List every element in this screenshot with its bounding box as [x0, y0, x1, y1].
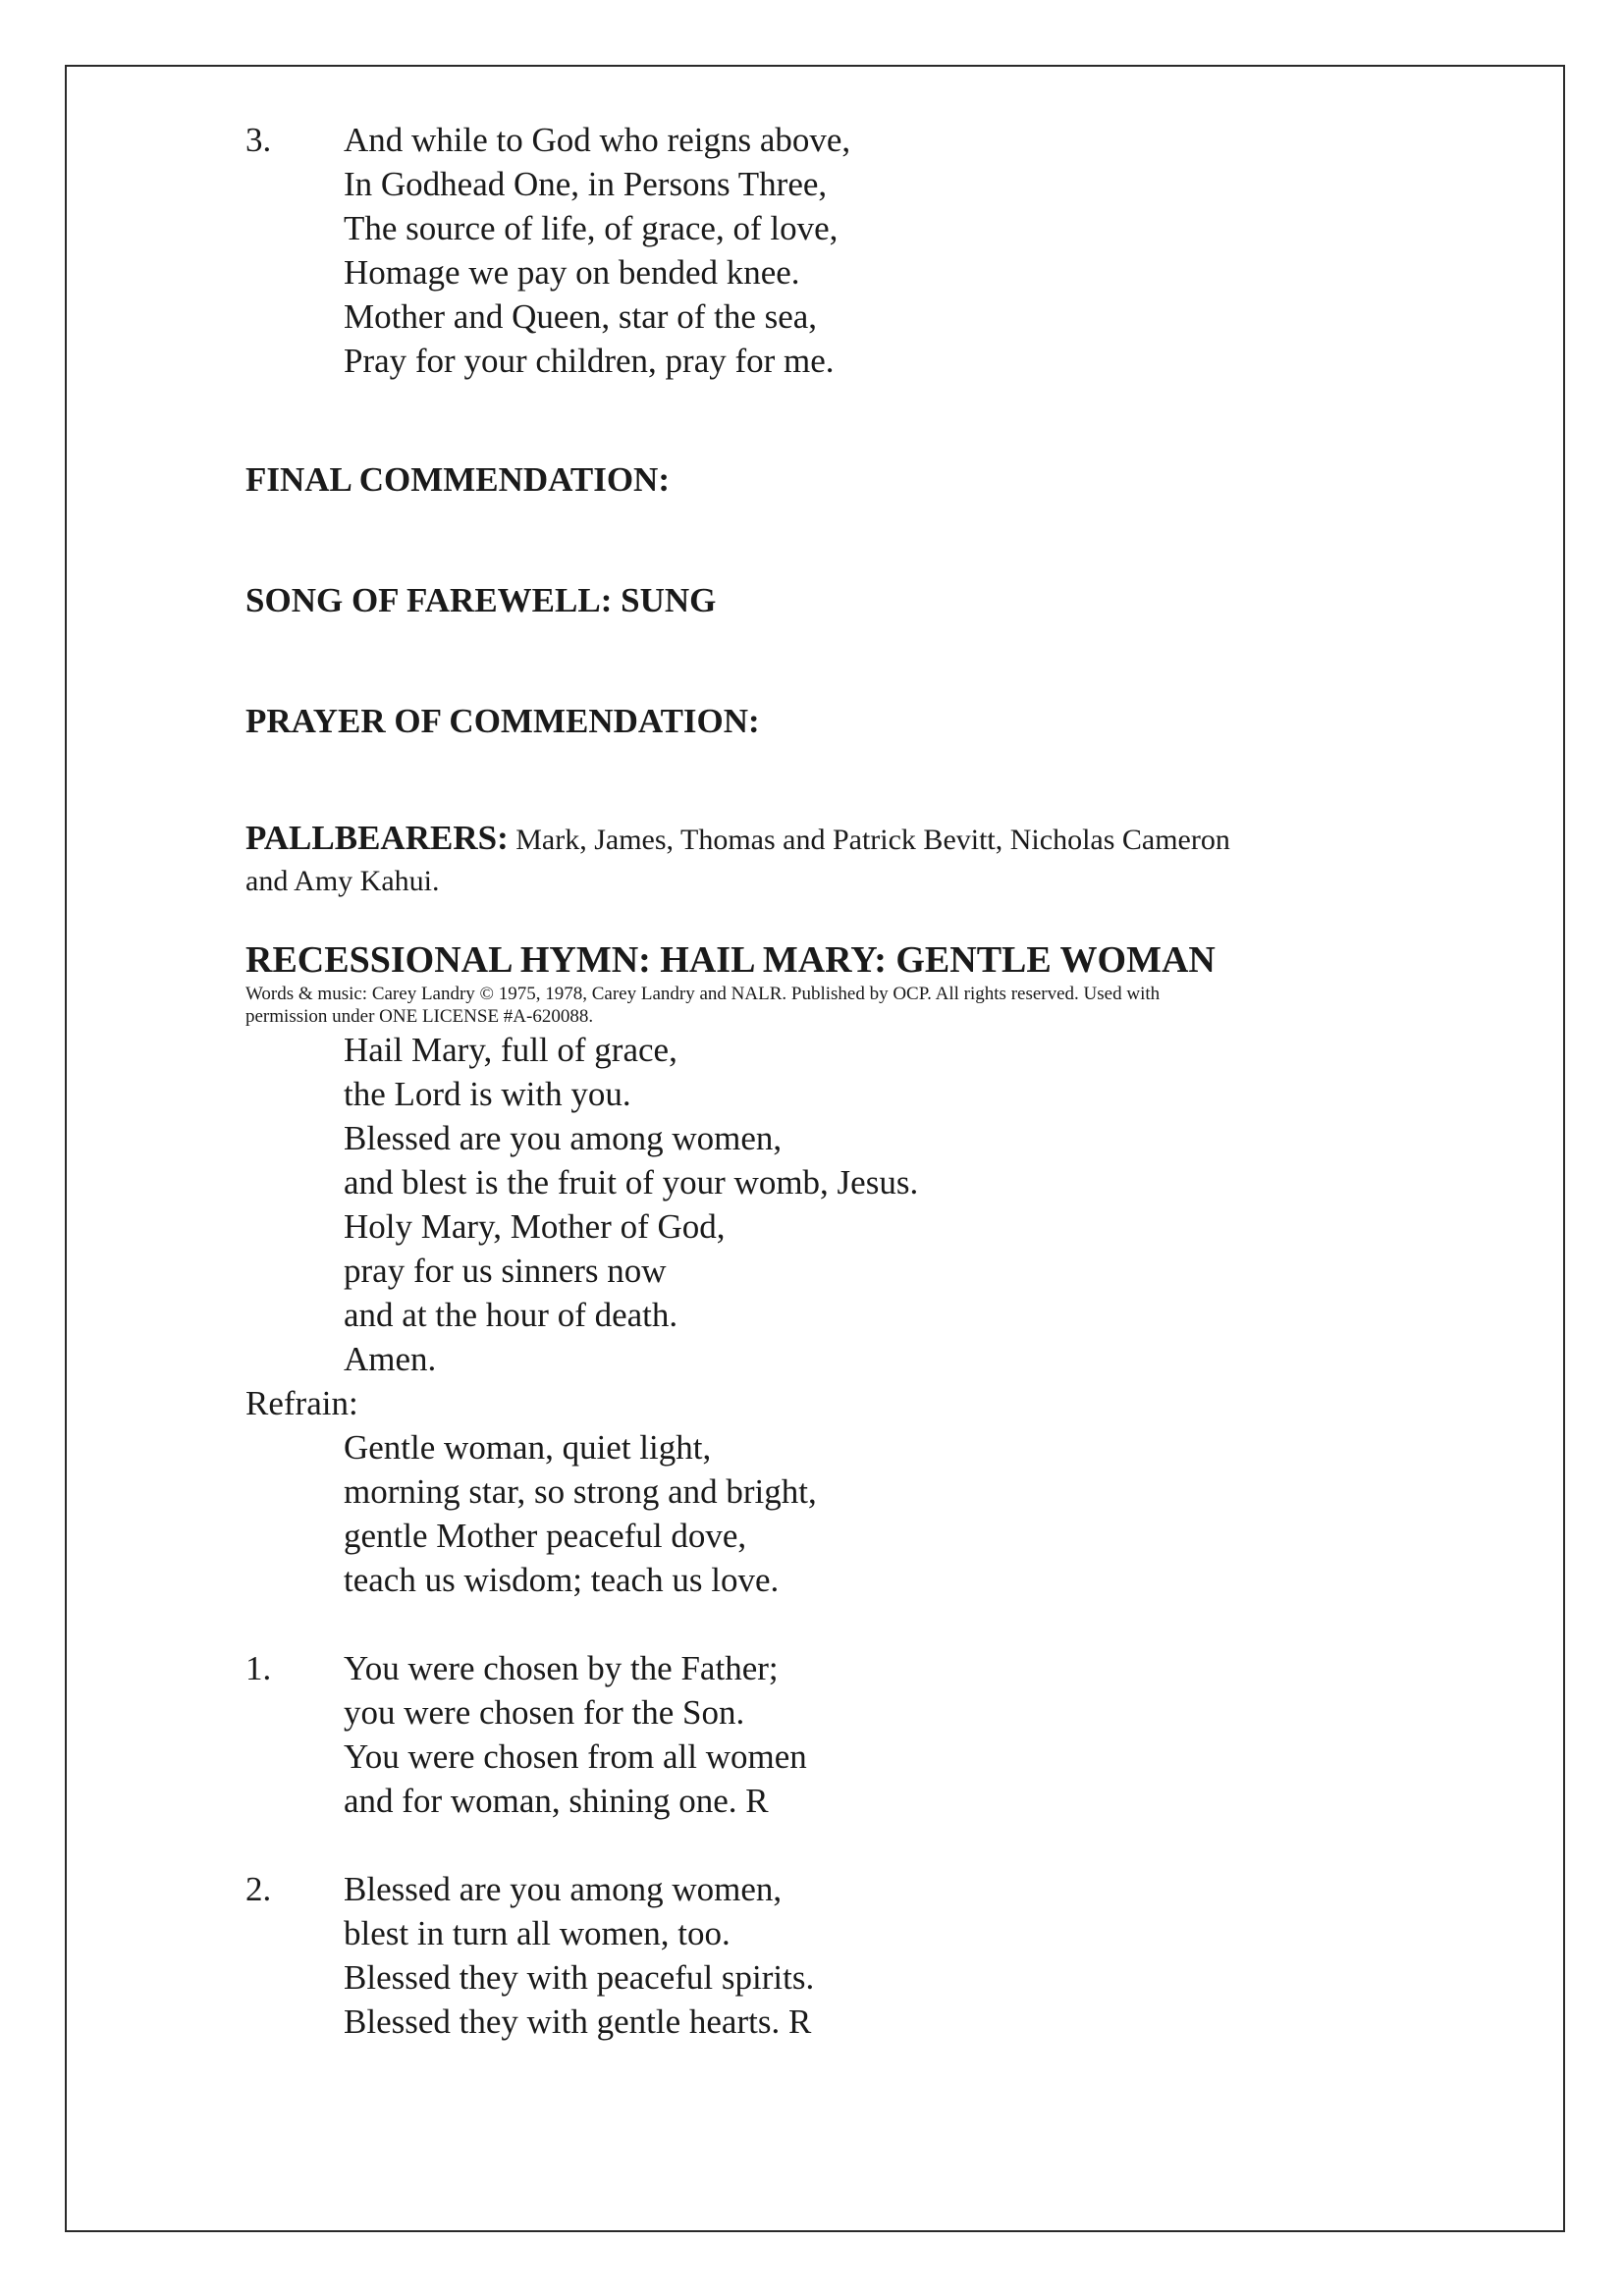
verse-line: blest in turn all women, too.: [344, 1914, 731, 1952]
hymn-verse-2: [245, 1867, 1365, 2044]
verse-line: In Godhead One, in Persons Three,: [344, 165, 828, 203]
pallbearers-block: [245, 818, 1365, 902]
verse-line: and for woman, shining one. R: [344, 1782, 769, 1820]
hymn-line: and at the hour of death.: [344, 1296, 678, 1334]
verse-line: The source of life, of grace, of love,: [344, 209, 839, 247]
hymn-line: and blest is the fruit of your womb, Jesus.: [344, 1163, 919, 1201]
heading-song-of-farewell: SONG OF FAREWELL: SUNG: [245, 581, 717, 619]
verse-line: You were chosen from all women: [344, 1737, 807, 1776]
hymn-line: Blessed are you among women,: [344, 1119, 783, 1157]
hymn-intro-block: [245, 1028, 1365, 1381]
verse-line: Mother and Queen, star of the sea,: [344, 297, 818, 336]
heading-prayer-of-commendation: PRAYER OF COMMENDATION:: [245, 702, 760, 740]
refrain-line: Gentle woman, quiet light,: [344, 1428, 712, 1467]
verse-number: 2.: [245, 1870, 272, 1908]
credit-line: Words & music: Carey Landry © 1975, 1978, Carey Landry and NALR. Published by OCP. All rights reserved. Used with: [245, 984, 1161, 1004]
refrain-line: morning star, so strong and bright,: [344, 1472, 817, 1511]
heading-final-commendation: FINAL COMMENDATION:: [245, 460, 670, 499]
verse-line: Blessed they with gentle hearts. R: [344, 2002, 812, 2041]
hymn-line: the Lord is with you.: [344, 1075, 631, 1113]
heading-recessional-hymn: RECESSIONAL HYMN: HAIL MARY: GENTLE WOMAN: [245, 939, 1216, 981]
pallbearers-label: PALLBEARERS:: [245, 819, 509, 857]
verse-number: 1.: [245, 1649, 272, 1687]
verse-line: you were chosen for the Son.: [344, 1693, 745, 1732]
verse-line: Pray for your children, pray for me.: [344, 342, 835, 380]
pallbearers-names-continued: and Amy Kahui.: [245, 865, 440, 897]
hymn-line: Holy Mary, Mother of God,: [344, 1207, 726, 1246]
verse-line: Blessed they with peaceful spirits.: [344, 1958, 815, 1997]
verse-line: Blessed are you among women,: [344, 1870, 783, 1908]
copyright-credit: [245, 983, 1365, 1028]
refrain-label: Refrain:: [245, 1384, 358, 1422]
verse-line: You were chosen by the Father;: [344, 1649, 779, 1687]
refrain-line: gentle Mother peaceful dove,: [344, 1517, 747, 1555]
document-content: [245, 118, 1365, 2044]
hymn-verse-1: [245, 1646, 1365, 1823]
hymn-line: pray for us sinners now: [344, 1252, 667, 1290]
verse-number: 3.: [245, 121, 272, 159]
refrain-line: teach us wisdom; teach us love.: [344, 1561, 780, 1599]
hymn-line: Amen.: [344, 1340, 437, 1378]
refrain-block: [245, 1425, 1365, 1602]
hymn-line: Hail Mary, full of grace,: [344, 1031, 677, 1069]
verse-line: Homage we pay on bended knee.: [344, 253, 800, 292]
verse-line: And while to God who reigns above,: [344, 121, 851, 159]
credit-line: permission under ONE LICENSE #A-620088.: [245, 1006, 594, 1027]
pallbearers-names: Mark, James, Thomas and Patrick Bevitt, Nicholas Cameron: [515, 824, 1230, 856]
verse-3-block: [245, 118, 1365, 383]
